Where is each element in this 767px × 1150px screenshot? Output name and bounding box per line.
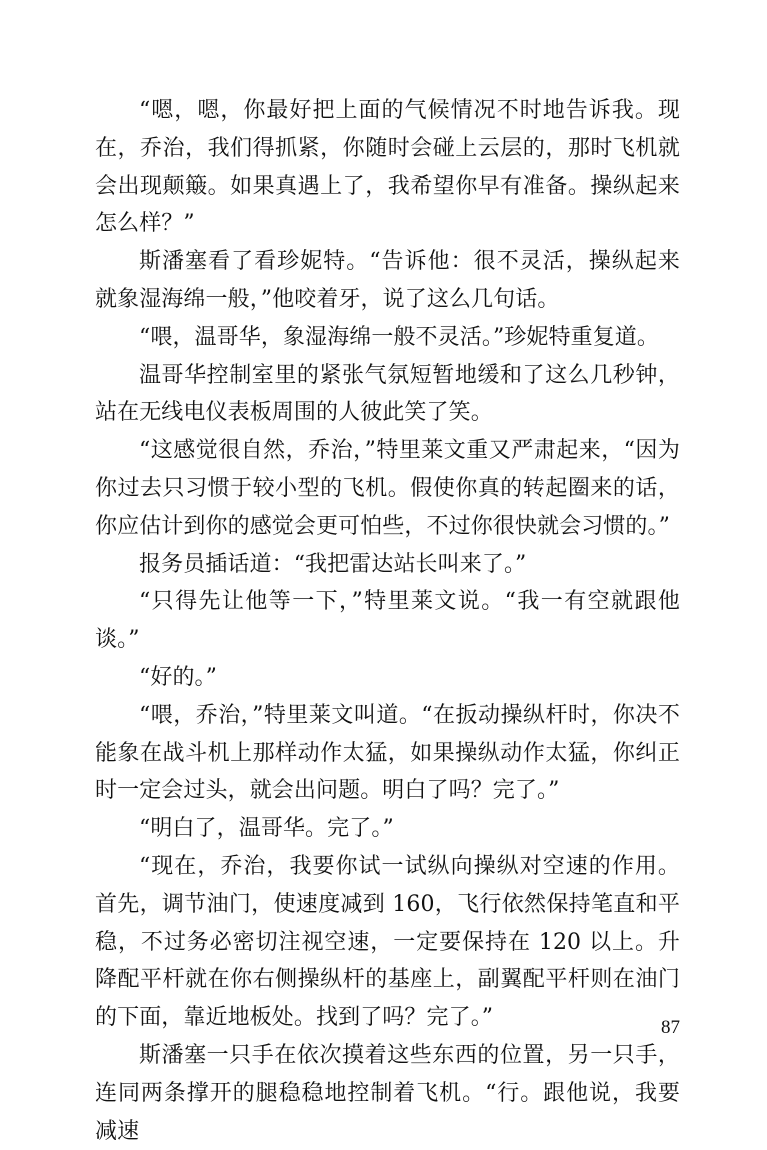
paragraph-9: “喂，乔治，”特里莱文叫道。“在扳动操纵杆时，你决不能象在战斗机上那样动作太猛，如果操纵动作太猛，你纠正时一定会过头，就会出问题。明白了吗？完了。”: [95, 702, 680, 804]
paragraph-1: “嗯，嗯，你最好把上面的气候情况不时地告诉我。现在，乔治，我们得抓紧，你随时会碰上云层的，那时飞机就会出现颠簸。如果真遇上了，我希望你早有准备。操纵起来怎么样？”: [95, 98, 680, 237]
paragraph-11: “现在，乔治，我要你试一试纵向操纵对空速的作用。首先，调节油门，使速度减到 160，飞行依然保持笔直和平稳，不过务必密切注视空速，一定要保持在 120 以上。升降配平杆就在你右侧操纵杆的基座上，副翼配平杆则在油门的下面，靠近地板处。找到了吗？完了。”: [95, 853, 680, 1031]
paragraph-12: 斯潘塞一只手在依次摸着这些东西的位置，另一只手，连同两条撑开的腿稳稳地控制着飞机。“行。跟他说，我要减速: [95, 1042, 680, 1144]
paragraph-10: “明白了，温哥华。完了。”: [139, 816, 394, 842]
paragraph-2: 斯潘塞看了看珍妮特。“告诉他：很不灵活，操纵起来就象湿海绵一般，”他咬着牙，说了这么几句话。: [95, 249, 680, 312]
body-text: [95, 92, 680, 1150]
paragraph-4: 温哥华控制室里的紧张气氛短暂地缓和了这么几秒钟，站在无线电仪表板周围的人彼此笑了笑。: [95, 362, 680, 426]
paragraph-7: “只得先让他等一下，”特里莱文说。“我一有空就跟他谈。”: [95, 589, 680, 653]
paragraph-6: 报务员插话道：“我把雷达站长叫来了。”: [139, 551, 527, 577]
paragraph-8: “好的。”: [139, 664, 217, 690]
page-number: 87: [661, 1017, 680, 1038]
paragraph-3: “喂，温哥华，象湿海绵一般不灵活。”珍妮特重复道。: [139, 324, 659, 350]
paragraph-5: “这感觉很自然，乔治，”特里莱文重又严肃起来，“因为你过去只习惯于较小型的飞机。假使你真的转起圈来的话，你应估计到你的感觉会更可怕些，不过你很快就会习惯的。”: [95, 438, 680, 539]
